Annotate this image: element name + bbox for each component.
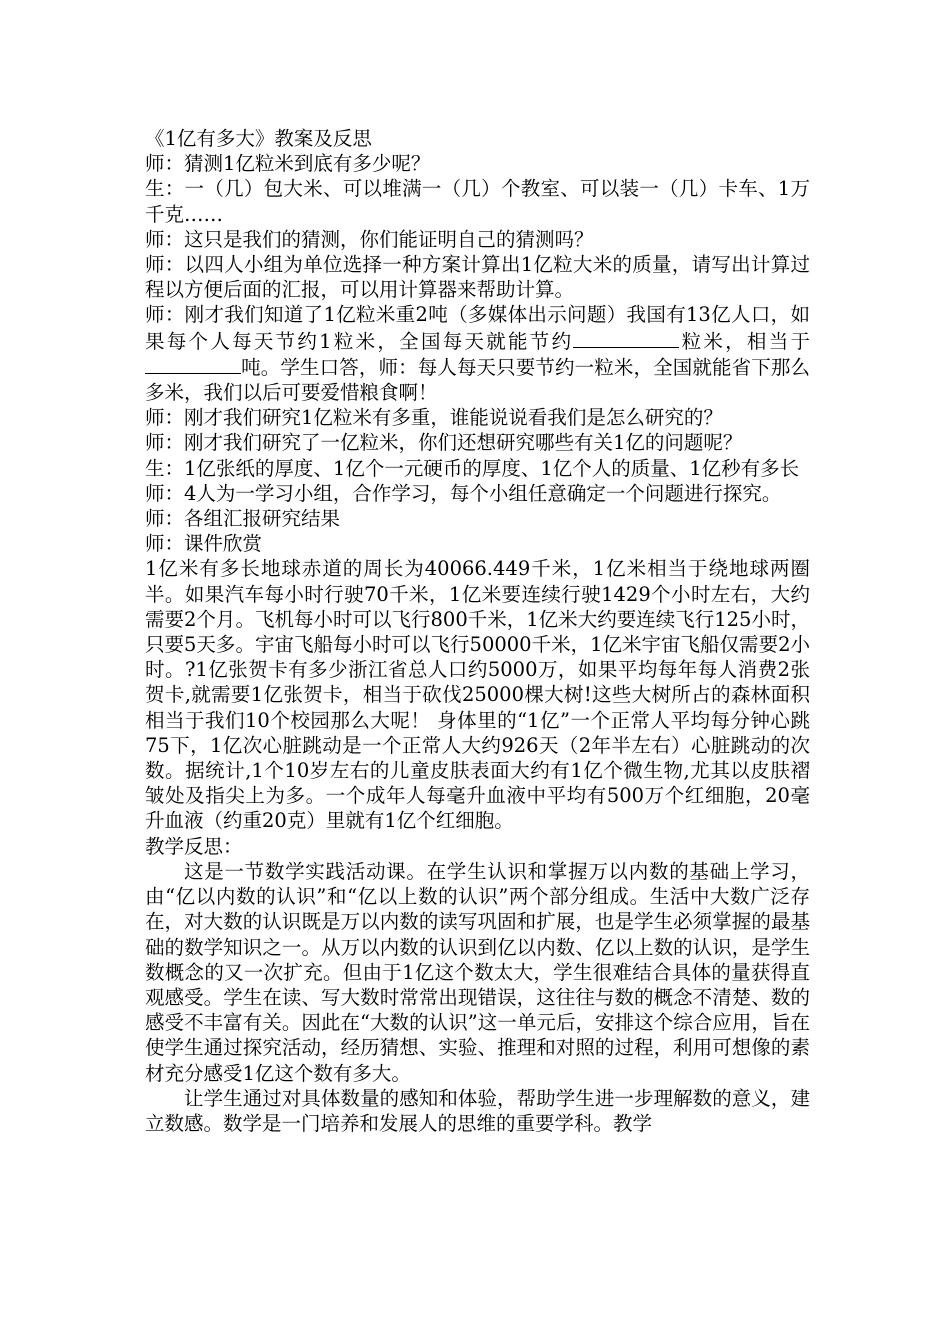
sentence-part-3: 吨。学生口答，师：每人每天只要节约一粒米，全国就能省下那么多米，我们以后可要爱惜粮食啊！ bbox=[145, 355, 810, 405]
text-line: 师：4人为一学习小组，合作学习，每个小组任意确定一个问题进行探究。 bbox=[145, 481, 782, 505]
document-title: 《1亿有多大》教案及反思 bbox=[145, 127, 372, 150]
document-page bbox=[145, 126, 810, 1136]
blank-line bbox=[573, 328, 679, 348]
text-line: 师：刚才我们研究1亿粒米有多重，谁能说说看我们是怎么研究的？ bbox=[145, 406, 723, 430]
reflection-paragraph: 让学生通过对具体数量的感知和体验，帮助学生进一步理解数的意义，建立数感。数学是一门培养和发展人的思维的重要学科。教学 bbox=[145, 1086, 810, 1135]
text-line: 师：各组汇报研究结果 bbox=[145, 507, 341, 531]
fill-in-blank-sentence bbox=[145, 302, 810, 405]
reflection-paragraph: 这是一节数学实践活动课。在学生认识和掌握万以内数的基础上学习，由“亿以内数的认识”和“亿以上数的认识”两个部分组成。生活中大数广泛存在，对大数的认识既是万以内数的读写巩固和扩展，也是学生必须掌握的最基础的数学知识之一。从万以内数的认识到亿以内数、亿以上数的认识，是学生数概念的又一次扩充。但由于1亿这个数太大，学生很难结合具体的量获得直观感受。学生在读、写大数时常常出现错误，这往往与数的概念不清楚、数的感受不丰富有关。因此在“大数的认识”这一单元后，安排这个综合应用，旨在使学生通过探究活动，经历猜想、实验、推理和对照的过程，利用可想像的素材充分感受1亿这个数有多大。 bbox=[145, 859, 810, 1085]
text-line: 师：以四人小组为单位选择一种方案计算出1亿粒大米的质量，请写出计算过程以方便后面的汇报，可以用计算器来帮助计算。 bbox=[145, 253, 810, 302]
text-line: 师：课件欣赏 bbox=[145, 532, 263, 556]
text-line: 师：刚才我们研究了一亿粒米，你们还想研究哪些有关1亿的问题呢？ bbox=[145, 431, 743, 455]
courseware-text: 1亿米有多长地球赤道的周长为40066.449千米，1亿米相当于绕地球两圈半。如果汽车每小时行驶70千米，1亿米要连续行驶1429个小时左右，大约需要2个月。飞机每小时可以飞行800千米，1亿米大约要连续飞行125小时， 只要5天多。宇宙飞船每小时可以飞行50000千米，1亿米宇宙飞船仅需要2小时。?1亿张贺卡有多少浙江省总人口约5000万，如果平均每年每人消费2张贺卡,就需要1亿张贺卡，相当于砍伐25000棵大树!这些大树所占的森林面积相当于我们10个校园那么大呢！ 身体里的“1亿”一个正常人平均每分钟心跳75下，1亿次心脏跳动是一个正常人大约926天（2年半左右）心脏跳动的次数。据统计,1个10岁左右的儿童皮肤表面大约有1亿个微生物,尤其以皮肤褶皱处及指尖上为多。一个成年人每毫升血液中平均有500万个红细胞，20毫升血液（约重20克）里就有1亿个红细胞。 bbox=[145, 557, 810, 833]
sentence-part-2: 粒米，相当于 bbox=[679, 329, 810, 353]
text-line: 生：一（几）包大米、可以堆满一（几）个教室、可以装一（几）卡车、1万千克…… bbox=[145, 177, 810, 226]
text-line: 生：1亿张纸的厚度、1亿个一元硬币的厚度、1亿个人的质量、1亿秒有多长 bbox=[145, 456, 800, 480]
sentence-part-1: 师：刚才我们知道了1亿粒米重2吨（多媒体出示问题）我国有13亿人口，如果每个人每天节约1粒米，全国每天就能节约 bbox=[145, 303, 810, 353]
text-line: 师：猜测1亿粒米到底有多少呢？ bbox=[145, 152, 431, 176]
blank-line bbox=[145, 354, 241, 374]
text-line: 师：这只是我们的猜测，你们能证明自己的猜测吗？ bbox=[145, 227, 594, 251]
reflection-heading: 教学反思： bbox=[145, 834, 243, 858]
